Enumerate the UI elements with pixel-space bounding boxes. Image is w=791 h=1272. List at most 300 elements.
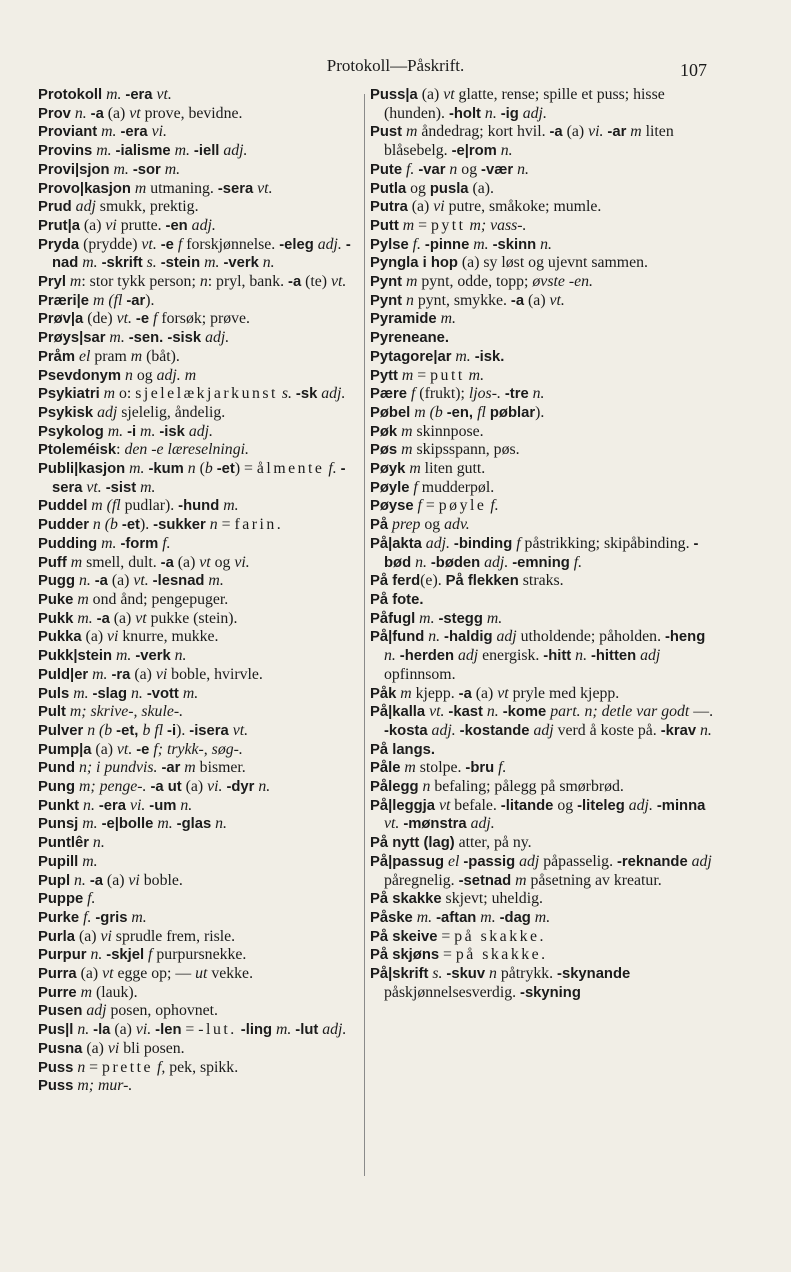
headword: Puss|a [370,87,418,103]
definition-text: = [437,927,455,945]
grammar-label: m. [170,142,194,160]
headword: Pyramide [370,311,437,328]
dictionary-entry [38,1040,360,1059]
dictionary-entry [370,460,715,479]
dictionary-entry [370,217,715,236]
grammar-label: vi [128,871,140,889]
headword: På|fund [370,629,425,646]
headword: På skakke [370,891,442,908]
grammar-label: el [444,852,464,870]
grammar-label: m. [102,86,126,103]
definition-text: (a) [110,1021,136,1039]
dictionary-entry [370,367,715,386]
dictionary-entry [38,161,360,180]
grammar-label: n. [496,142,513,160]
definition-text: pynt, odde, topp; [417,273,533,291]
dictionary-entry [38,628,360,647]
grammar-label: m. [200,254,224,272]
definition-text: prutte. [116,216,166,234]
grammar-label: f [144,946,153,964]
definition-text: skipsspann, pøs. [412,441,520,459]
headword: -bød [384,535,699,571]
grammar-label: m [626,123,642,141]
headword: Pute [370,161,403,178]
definition-text: ). [145,291,155,309]
grammar-label: n. [86,946,107,964]
definition-text: (te) [301,273,332,291]
grammar-label: adj [515,852,540,870]
grammar-label: m. [103,422,128,440]
grammar-label: n [445,160,458,178]
headword: -pinne [424,236,470,253]
headword: Prut|a [38,217,80,234]
headword: Puld|er [38,666,89,683]
headword: pusla [429,180,469,197]
headword: Pøk [370,423,398,440]
page-number: 107 [680,60,707,80]
headword: Pusna [38,1040,83,1057]
definition-text: (a) [562,123,589,141]
headword: På nytt (lag) [370,835,455,852]
definition-text: = [413,366,431,384]
grammar-label: adj. [466,815,495,833]
dictionary-entry [370,329,715,348]
dictionary-entry [370,778,715,797]
dictionary-entry [38,142,360,161]
grammar-label: n. [79,796,99,814]
definition-text: og [457,160,482,178]
headword: Prøys|sar [38,330,106,347]
dictionary-entry [370,610,715,629]
grammar-label: adj. [427,721,460,739]
headword: -mønstra [403,816,467,833]
grammar-label: f. [324,460,341,478]
dictionary-entry [38,329,360,348]
grammar-label: m [76,983,93,1001]
grammar-label: vt. [133,572,153,590]
definition-text: (a) [524,291,550,309]
headword: Puss [38,1078,74,1095]
dictionary-entry [38,909,360,928]
dictionary-entry [38,853,360,872]
headword: Puddel [38,498,88,515]
headword: -la [93,1022,111,1039]
definition-text: = [439,946,456,964]
dictionary-entry [38,797,360,816]
definition-text: (a) [76,965,103,983]
headword: Pust [370,124,403,141]
headword: -ar [126,292,146,309]
dictionary-entry [38,423,360,442]
definition-text: (a) [109,609,136,627]
dictionary-entry [370,965,715,1002]
definition-text: (prydde) [79,235,142,253]
headword: -ar [161,760,181,777]
grammar-label: n. [571,647,591,665]
dictionary-entry [38,647,360,666]
headword: -e [160,236,174,253]
grammar-label: m; mur-. [73,1077,133,1095]
dictionary-entry [370,423,715,442]
grammar-label: m. [112,647,136,665]
grammar-label: s. [142,254,161,272]
headword: -era [98,797,127,814]
headword: Pump|a [38,741,92,758]
headword: -skuv [446,966,486,983]
dictionary-entry [38,497,360,516]
headword: -nad [52,236,351,272]
headword: Påske [370,909,413,926]
grammar-label: m [400,759,416,777]
definition-text: = [421,497,439,515]
definition-text: pukke (stein). [146,609,238,627]
headword: Prud [38,199,72,216]
dictionary-entry [38,516,360,535]
grammar-label: vi. [126,796,150,814]
dictionary-entry [38,404,360,423]
dictionary-entry [38,834,360,853]
grammar-label: n. [211,815,227,833]
grammar-label: adj. [624,796,657,814]
grammar-label: m. [105,329,129,347]
headword: Proviant [38,124,98,141]
headword: Punkt [38,797,80,814]
definition-text: påskjønnelsesverdig. [384,983,521,1001]
grammar-label: vt [199,553,211,571]
dictionary-entry [370,273,715,292]
definition-text: = [181,1021,199,1039]
headword: Pøbel [370,404,411,421]
dictionary-entry [370,591,715,610]
grammar-label: vt. [116,740,137,758]
headword: Pynt [370,274,403,291]
dictionary-entry [370,180,715,199]
headword: -a [510,292,525,309]
headword: Pøs [370,442,398,459]
grammar-label: m. [160,160,181,178]
grammar-label: m [65,273,82,291]
grammar-label: m. [136,478,156,496]
dictionary-entry [370,479,715,498]
definition-text: bismer. [195,759,246,777]
definition-text: stolpe. [415,759,466,777]
headword: Pråm [38,348,76,365]
grammar-label: adj [71,198,96,216]
headword: Pukk [38,610,74,627]
grammar-label: m. [125,460,149,478]
grammar-label: m [398,216,415,234]
dictionary-entry [370,685,715,704]
grammar-label: m [396,684,412,702]
dictionary-entry [370,310,715,329]
headword: Pukka [38,629,82,646]
dictionary-entry [38,610,360,629]
headword: Purke [38,909,80,926]
grammar-label: m. [78,852,98,870]
grammar-label: n. [424,628,445,646]
grammar-label: adj [93,403,118,421]
grammar-label: m [405,460,421,478]
grammar-label: vt [102,965,114,983]
definition-text: (a) [130,665,156,683]
headword: Provins [38,143,93,160]
headword: Putt [370,217,399,234]
definition-text: ). [535,403,545,421]
headword: Pøyk [370,461,406,478]
headword: Pus|l [38,1022,74,1039]
grammar-label: b [204,460,217,478]
dictionary-entry [38,236,360,273]
headword: -et [121,517,140,534]
headword: Pukk|stein [38,648,113,665]
headword: -iell [193,143,220,160]
left-column [38,86,360,1096]
grammar-label: adj. [184,422,213,440]
definition-text: pryle med kjepp. [508,684,620,702]
definition-text: ond ånd; pengepuger. [88,590,229,608]
dictionary-entry [38,722,360,741]
dictionary-entry [38,535,360,554]
grammar-label: vt [443,86,455,103]
definition-text: kjepp. [411,684,459,702]
definition-text: (a) [417,86,444,103]
grammar-label: n. [528,385,545,403]
dictionary-entry [38,198,360,217]
grammar-label: adj. [313,235,346,253]
headword: -sukker [153,517,206,534]
grammar-label: adj. m [156,366,197,384]
headword: På flekken [445,573,519,590]
dictionary-entry [38,1059,360,1078]
grammar-label: m [130,179,147,197]
headword: -ar [607,124,627,141]
definition-text: påtrykk. [496,965,558,983]
grammar-label: vi. [588,123,608,141]
dictionary-entry [370,441,715,460]
grammar-label: vi. [234,553,250,571]
headword: -minna [656,797,706,814]
dictionary-entry [370,404,715,423]
headword: -a [89,872,103,889]
headword: -dyr [226,779,255,796]
grammar-label: vt. [331,273,347,291]
definition-text: liten gutt. [420,460,486,478]
headword: Pund [38,760,75,777]
dictionary-entry [38,554,360,573]
grammar-label: m. [92,142,116,160]
headword: -a [90,105,104,122]
grammar-label: f [173,235,183,253]
definition-text: (a) [91,740,117,758]
grammar-label: f. [494,759,507,777]
headword: Pøyle [370,479,410,496]
headword: -a [288,274,302,291]
grammar-label: n. [88,834,105,852]
definition-text: (a) [471,684,498,702]
headword: -lut [295,1022,319,1039]
grammar-label: f. [408,235,425,253]
headword: Pung [38,779,75,796]
dictionary-entry [38,685,360,704]
grammar-label: m [511,871,527,889]
grammar-label: adj. [421,534,454,552]
grammar-label: n. [536,235,552,253]
grammar-label: n. [411,553,431,571]
grammar-label: n. [70,104,91,122]
headword: På langs. [370,741,435,758]
headword: -sk [295,386,318,403]
dictionary-entry [370,909,715,928]
grammar-label: m. [415,609,439,627]
definition-text: påregnelig. [384,871,459,889]
headword: -a [458,685,472,702]
grammar-label: m. [219,497,239,515]
definition-text: utmaning. [146,179,218,197]
headword: -sor [132,161,161,178]
headword: Præri|e [38,292,90,309]
grammar-label: vt [497,684,509,702]
headword: -et, [116,722,143,739]
headword: -et [216,461,235,478]
headword: -vær [481,161,514,178]
definition-text: skinnpose. [412,422,484,440]
grammar-label: vi [433,198,445,216]
headword: -hitten [590,648,637,665]
dictionary-entry [38,292,360,311]
definition-text: (a) [181,778,208,796]
grammar-label: vi [155,665,168,683]
definition-text: : pryl, bank. [207,273,289,291]
definition-text: (lauk). [92,983,138,1001]
headword: -bru [465,760,495,777]
headword: -skyning [520,984,581,1001]
definition-text: straks. [518,572,564,590]
definition-text: prette [102,1058,154,1076]
headword: Punsj [38,816,79,833]
definition-text: o: [115,385,136,403]
grammar-label: ljos-. [468,385,505,403]
headword: På|skrift [370,966,429,983]
grammar-label: m; vass-. [465,216,527,234]
definition-text: (a). [468,179,494,197]
headword: -verk [135,648,171,665]
headword: Påk [370,685,397,702]
grammar-label: el [75,347,91,365]
grammar-label: n [121,366,133,384]
headword: På|akta [370,535,422,552]
headword: -e [135,311,150,328]
definition-text: (a) [75,927,101,945]
grammar-label: m. [78,254,102,272]
headword: Puff [38,554,67,571]
grammar-label: n. [70,871,90,889]
dictionary-entry [38,385,360,404]
headword: -a [549,124,563,141]
grammar-label: vt. [425,703,449,721]
headword: -en [165,217,188,234]
grammar-label: n [205,516,218,534]
headword: Protokoll [38,87,103,103]
definition-text: og [132,366,157,384]
definition-text: : stor tykk person; [81,273,200,291]
grammar-label: n. [513,160,529,178]
headword: Puppe [38,891,84,908]
headword: Psykisk [38,404,94,421]
headword: Påle [370,760,401,777]
headword: Pære [370,386,408,403]
headword: Psykolog [38,423,104,440]
headword: -skynande [557,966,631,983]
grammar-label: m. [127,908,147,926]
dictionary-entry [38,946,360,965]
headword: -isera [189,722,229,739]
headword: På skjøns [370,947,440,964]
definition-text: (a) [79,216,106,234]
dictionary-entry [370,741,715,760]
grammar-label: n [73,1058,86,1076]
headword: -um [149,797,177,814]
grammar-label: m. [469,235,493,253]
headword: -e|bolle [101,816,154,833]
definition-text: putre, småkoke; mumle. [444,198,602,216]
definition-text: pynt, smykke. [413,291,511,309]
dictionary-entry [38,180,360,199]
headword: -kast [448,704,483,721]
definition-text: vekke. [207,965,254,983]
headword: -era [120,124,148,141]
definition-text: glatte, rense; spille et puss; hisse (hunden). [384,86,665,122]
headword: -hitt [543,648,572,665]
definition-text: knurre, mukke. [118,628,219,646]
definition-text: atter, på ny. [454,834,532,852]
headword: -vott [146,685,179,702]
dictionary-entry [370,254,715,273]
grammar-label: n; i pundvis. [75,759,162,777]
grammar-label: vt [435,796,451,814]
headword: -passig [463,853,516,870]
headword: -kosta [384,722,428,739]
grammar-label: n. [258,254,275,272]
grammar-label: adj [636,647,661,665]
headword: -heng [664,629,706,646]
headword: -e [136,741,150,758]
grammar-label: m. [97,123,121,141]
grammar-label: f [413,497,422,515]
headword: Pytagore|ar [370,348,452,365]
headword: -holt [448,105,481,122]
headword: På|passug [370,853,445,870]
definition-text: ). [176,721,190,739]
dictionary-entry [38,86,360,105]
definition-text: sprudle frem, risle. [111,927,236,945]
headword: -aftan [436,909,477,926]
grammar-label: n. [176,796,193,814]
definition-text: befale. [450,796,501,814]
headword: Pålegg [370,779,419,796]
dictionary-entry [370,797,715,834]
grammar-label: s. [277,385,296,403]
grammar-label: n. [127,684,147,702]
grammar-label: n (b [88,516,122,534]
headword: Publi|kasjon [38,461,126,478]
grammar-label: b fl [142,721,168,739]
headword: Pugg [38,573,75,590]
headword: -en, [446,404,478,421]
definition-text: påpasselig. [539,852,617,870]
definition-text: (a) [173,553,200,571]
headword: -slag [92,685,128,702]
definition-text: åndedrag; kort hvil. [417,123,550,141]
